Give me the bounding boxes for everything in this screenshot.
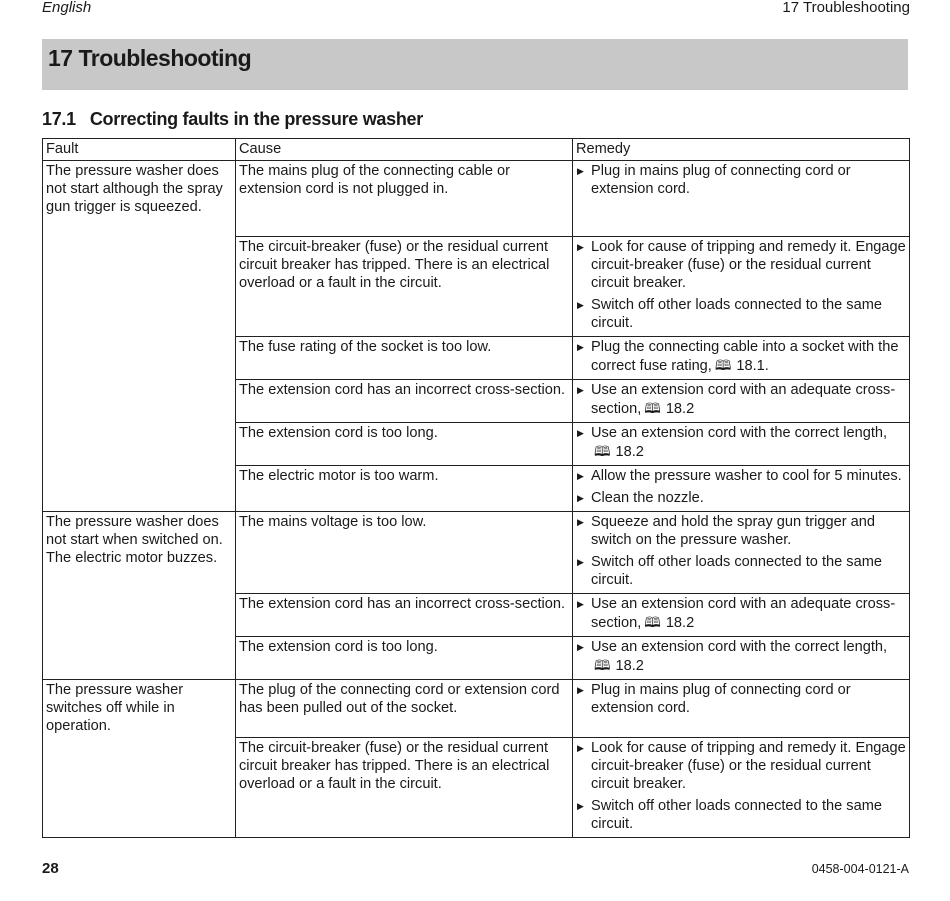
remedy-item: ▶ Look for cause of tripping and remedy it. Engage circuit-breaker (fuse) or the residual current circuit breaker.: [577, 239, 906, 291]
remedy-cell: [573, 380, 910, 423]
arrow-bullet-icon: ▶: [577, 385, 584, 395]
remedy-cell: [573, 637, 910, 680]
reference-link[interactable]: 18.2: [665, 401, 695, 417]
remedy-item: ▶ Clean the nozzle.: [577, 490, 704, 506]
remedy-item: ▶ Switch off other loads connected to the same circuit.: [577, 554, 882, 588]
remedy-cell: [573, 738, 910, 838]
header-chapter: 17 Troubleshooting: [782, 0, 910, 16]
cause-cell: The fuse rating of the socket is too low.: [236, 337, 573, 380]
arrow-bullet-icon: ▶: [577, 166, 584, 176]
arrow-bullet-icon: ▶: [577, 557, 584, 567]
book-icon: 🕮: [644, 400, 661, 416]
arrow-bullet-icon: ▶: [577, 300, 584, 310]
arrow-bullet-icon: ▶: [577, 242, 584, 252]
arrow-bullet-icon: ▶: [577, 493, 584, 503]
fault-cell: The pressure washer switches off while in operation.: [43, 680, 236, 838]
cause-cell: The extension cord is too long.: [236, 423, 573, 466]
remedy-item: ▶ Use an extension cord with an adequate cross-section, 🕮 18.2: [577, 596, 896, 631]
remedy-item: ▶ Switch off other loads connected to the same circuit.: [577, 798, 882, 832]
page-number: 28: [42, 860, 59, 877]
arrow-bullet-icon: ▶: [577, 517, 584, 527]
cause-cell: The plug of the connecting cord or extension cord has been pulled out of the socket.: [236, 680, 573, 738]
cause-cell: The mains voltage is too low.: [236, 512, 573, 594]
remedy-cell: [573, 512, 910, 594]
remedy-item: ▶ Allow the pressure washer to cool for 5 minutes.: [577, 468, 902, 484]
arrow-bullet-icon: ▶: [577, 685, 584, 695]
document-code: 0458-004-0121-A: [811, 862, 909, 876]
remedy-cell: [573, 594, 910, 637]
reference-link[interactable]: 18.2: [615, 444, 644, 460]
section-title: [42, 109, 423, 130]
troubleshooting-table: [42, 138, 910, 838]
remedy-item: ▶ Use an extension cord with an adequate cross-section, 🕮 18.2: [577, 382, 896, 417]
arrow-bullet-icon: ▶: [577, 642, 584, 652]
header-language: English: [42, 0, 92, 16]
arrow-bullet-icon: ▶: [577, 428, 584, 438]
arrow-bullet-icon: ▶: [577, 801, 584, 811]
cause-cell: The circuit-breaker (fuse) or the residual current circuit breaker has tripped. There is an electrical overload or a fault in the circuit.: [236, 738, 573, 838]
reference-link[interactable]: 18.2: [665, 615, 695, 631]
remedy-cell: [573, 423, 910, 466]
column-header-cause: Cause: [236, 139, 573, 161]
remedy-cell: [573, 161, 910, 237]
remedy-item: ▶ Plug in mains plug of connecting cord or extension cord.: [577, 682, 851, 716]
table-row: [43, 161, 910, 237]
cause-cell: The extension cord has an incorrect cross-section.: [236, 594, 573, 637]
remedy-cell: [573, 466, 910, 512]
book-icon: 🕮: [714, 357, 732, 373]
remedy-cell: [573, 337, 910, 380]
cause-cell: The extension cord has an incorrect cross-section.: [236, 380, 573, 423]
remedy-item: ▶ Plug in mains plug of connecting cord or extension cord.: [577, 163, 851, 197]
fault-cell: The pressure washer does not start when switched on. The electric motor buzzes.: [43, 512, 236, 680]
column-header-remedy: Remedy: [573, 139, 910, 161]
remedy-item: ▶ Use an extension cord with the correct length,🕮 18.2: [577, 639, 888, 674]
remedy-item: ▶ Look for cause of tripping and remedy it. Engage circuit-breaker (fuse) or the residual current circuit breaker.: [577, 740, 906, 792]
remedy-cell: [573, 680, 910, 738]
book-icon: 🕮: [644, 614, 661, 630]
cause-cell: The mains plug of the connecting cable or extension cord is not plugged in.: [236, 161, 573, 237]
arrow-bullet-icon: ▶: [577, 599, 584, 609]
remedy-item: ▶ Switch off other loads connected to the same circuit.: [577, 297, 882, 331]
book-icon: 🕮: [594, 657, 611, 673]
reference-link[interactable]: 18.1.: [736, 358, 769, 374]
arrow-bullet-icon: ▶: [577, 743, 584, 753]
remedy-item: ▶ Use an extension cord with the correct length,🕮 18.2: [577, 425, 888, 460]
arrow-bullet-icon: ▶: [577, 342, 584, 352]
chapter-title: 17 Troubleshooting: [48, 45, 252, 71]
cause-cell: The extension cord is too long.: [236, 637, 573, 680]
section-number: 17.1: [42, 109, 76, 129]
cause-cell: The electric motor is too warm.: [236, 466, 573, 512]
table-row: [43, 680, 910, 738]
column-header-fault: Fault: [43, 139, 236, 161]
arrow-bullet-icon: ▶: [577, 471, 584, 481]
remedy-item: ▶ Plug the connecting cable into a socket with the correct fuse rating, 🕮 18.1.: [577, 339, 899, 374]
remedy-cell: [573, 237, 910, 337]
remedy-item: ▶ Squeeze and hold the spray gun trigger and switch on the pressure washer.: [577, 514, 875, 548]
table-header-row: [43, 139, 910, 161]
fault-cell: The pressure washer does not start although the spray gun trigger is squeezed.: [43, 161, 236, 512]
cause-cell: The circuit-breaker (fuse) or the residual current circuit breaker has tripped. There is an electrical overload or a fault in the circuit.: [236, 237, 573, 337]
book-icon: 🕮: [594, 443, 611, 459]
table-row: [43, 512, 910, 594]
section-title-text: Correcting faults in the pressure washer: [89, 109, 423, 129]
reference-link[interactable]: 18.2: [615, 658, 644, 674]
